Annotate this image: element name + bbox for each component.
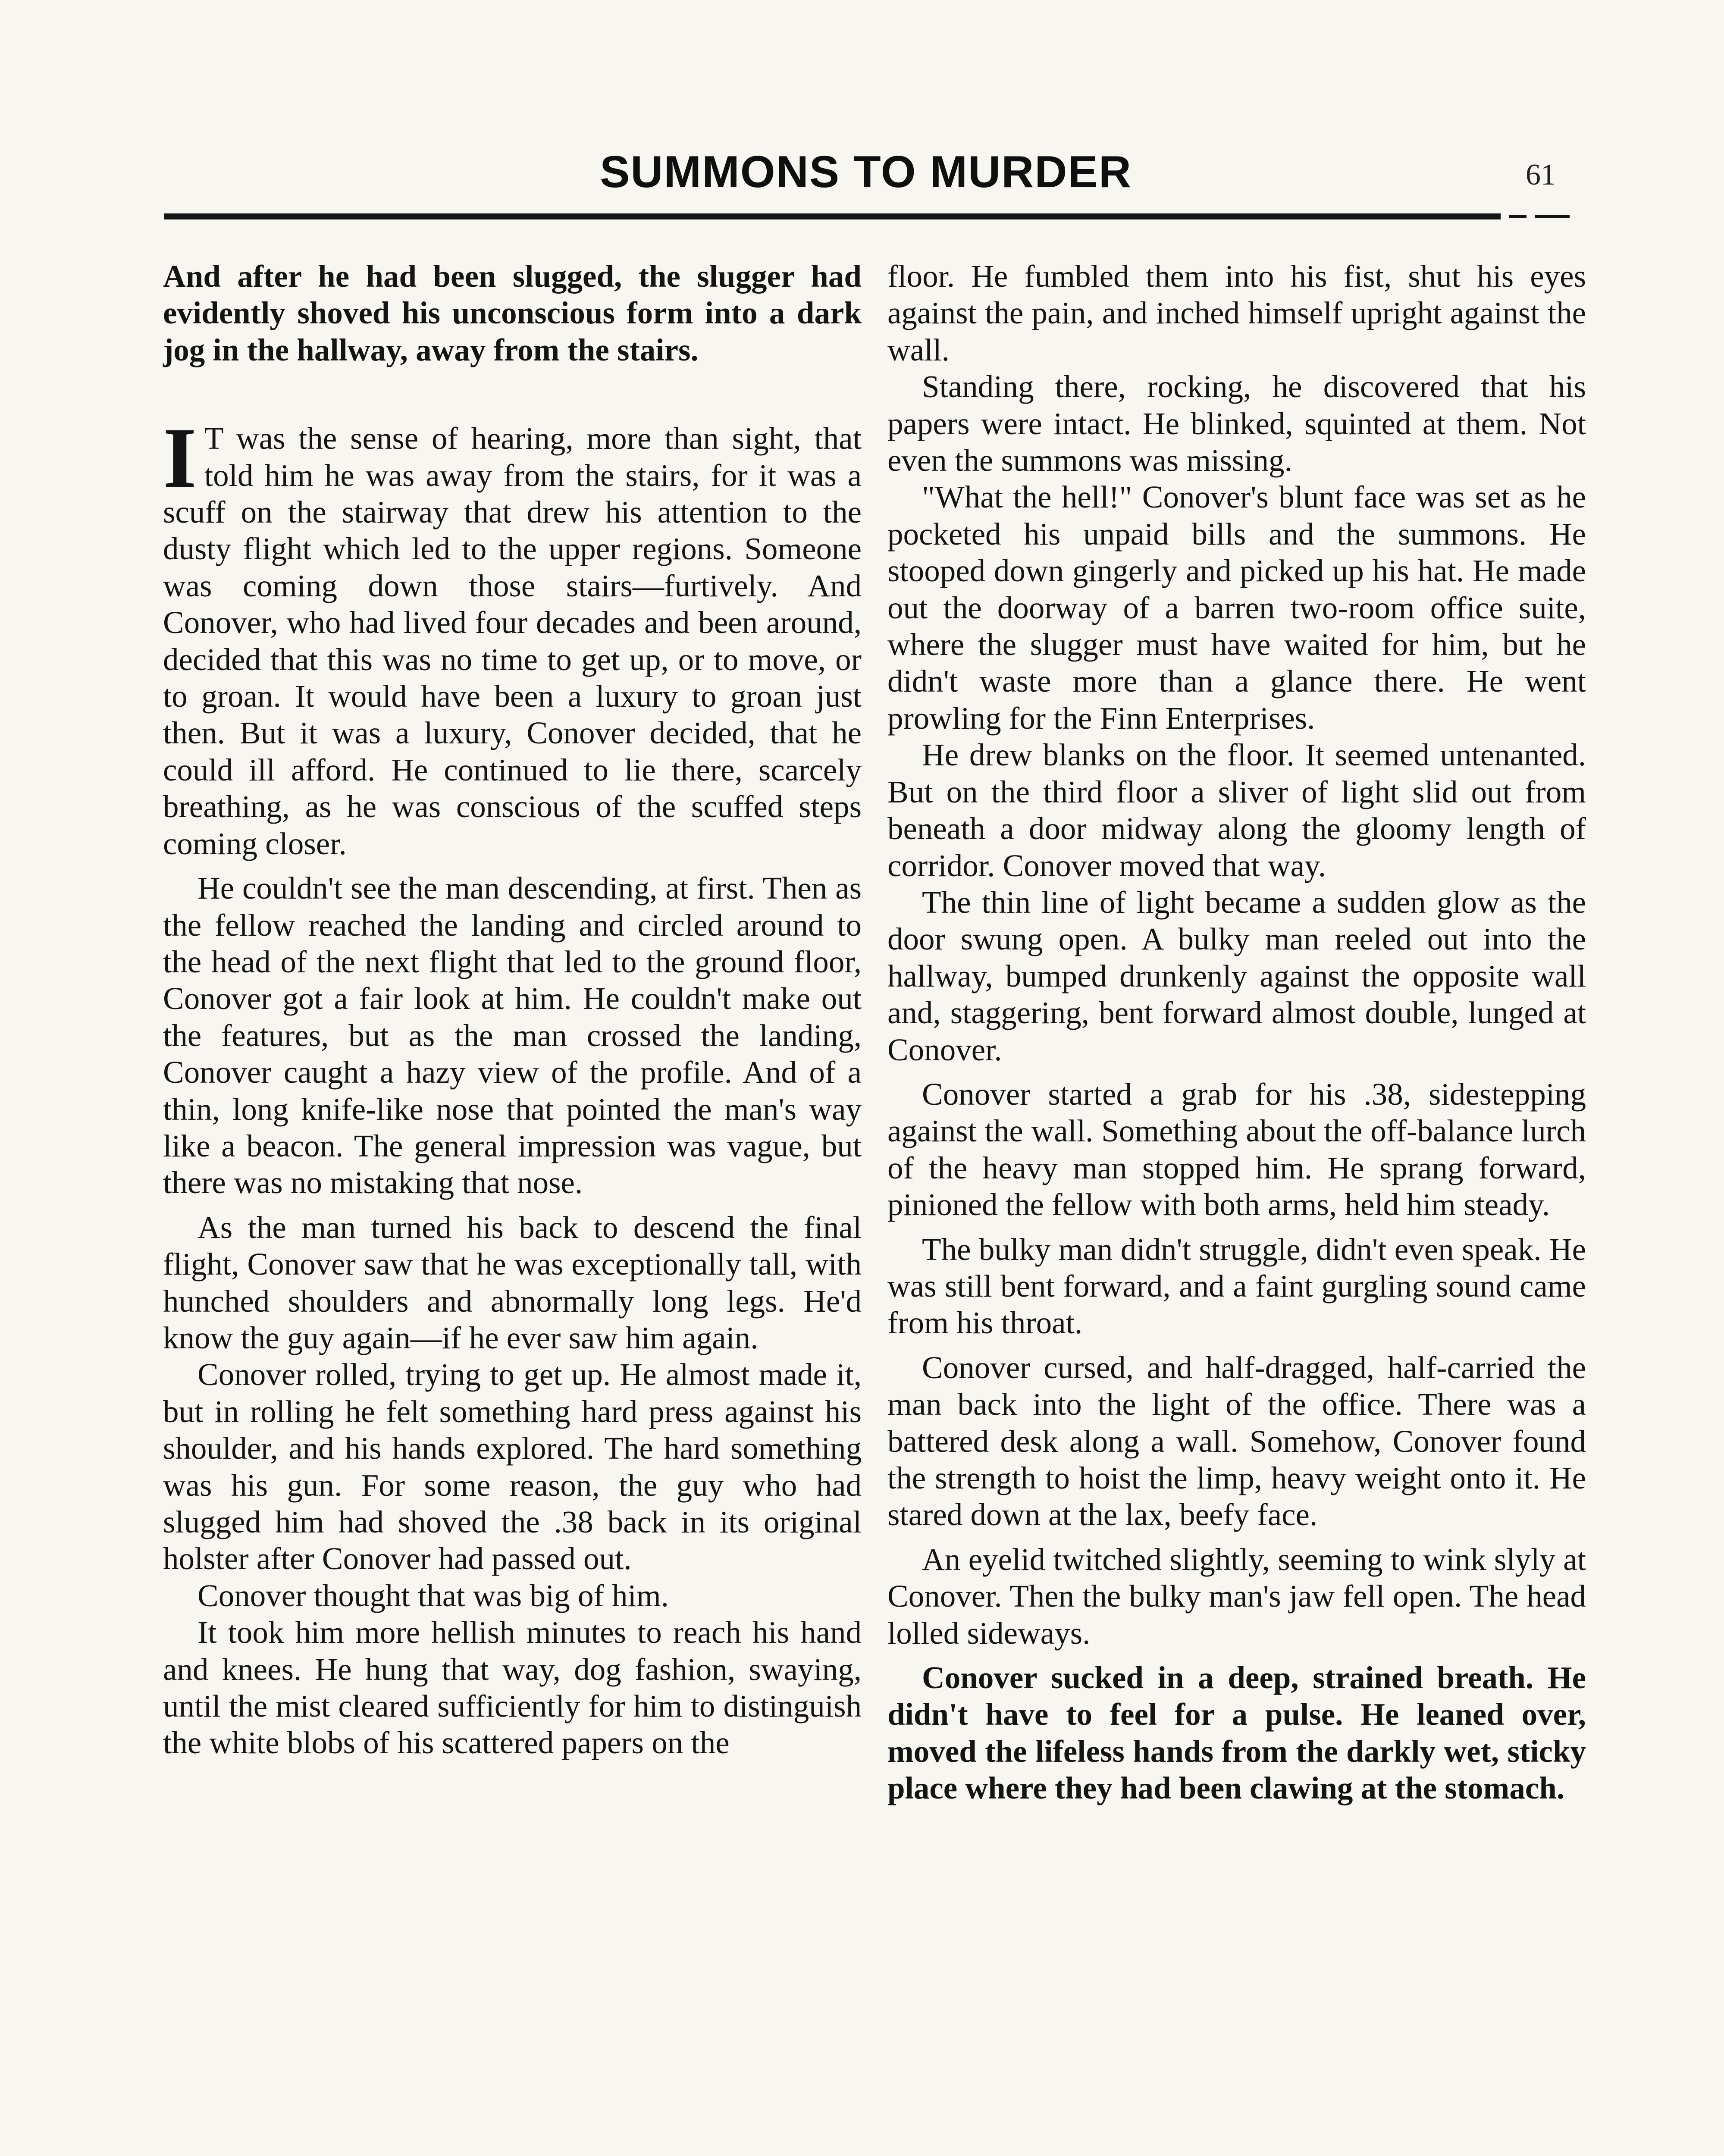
paragraph: Conover thought that was big of him. bbox=[197, 1578, 669, 1613]
paragraph: The bulky man didn't struggle, didn't even speak. He was still bent forward, and a faint gurgling sound came from his throat. bbox=[887, 1232, 1586, 1341]
paragraph: He couldn't see the man descending, at first. Then as the fellow reached the landing and circled around to the head of the next flight that led to the ground floor, Conover got a fair look at him. He couldn't make out the features, but as the man crossed the landing, Conover caught a hazy view of the profile. And of a thin, long knife-like nose that pointed the man's way like a beacon. The general impression was vague, but there was no mistaking that nose. bbox=[163, 871, 862, 1200]
paragraph: As the man turned his back to descend the final flight, Conover saw that he was exceptionally tall, with hunched shoulders and abnormally long legs. He'd know the guy again—if he ever saw him again. bbox=[163, 1210, 862, 1355]
right-column bbox=[887, 258, 1586, 1807]
header-rule-dash bbox=[1509, 215, 1527, 218]
paragraph: The thin line of light became a sudden glow as the door swung open. A bulky man reeled out into the hallway, bumped drunkenly against the opposite wall and, staggering, bent forward almost double, lunged at Conover. bbox=[887, 884, 1586, 1067]
paragraph: floor. He fumbled them into his fist, shut his eyes against the pain, and inched himself upright against the wall. bbox=[887, 259, 1586, 367]
running-header bbox=[163, 142, 1569, 211]
paragraph-text: T was the sense of hearing, more than sight, that told him he was away from the stairs, for it was a scuff on the stairway that drew his attention to the dusty flight which led to the upper regions. Someone was coming down those stairs—furtively. And Conover, who had lived four decades and been around, decided that this was no time to get up, or to move, or to groan. It would have been a luxury to groan just then. But it was a luxury, Conover decided, that he could ill afford. He continued to lie there, scarcely breathing, as he was conscious of the scuffed steps coming closer. bbox=[163, 421, 862, 861]
paragraph: It took him more hellish minutes to reach his hand and knees. He hung that way, dog fashion, swaying, until the mist cleared sufficiently for him to distinguish the white blobs of his scattered papers on the bbox=[163, 1615, 862, 1761]
page-number: 61 bbox=[1526, 158, 1556, 191]
paragraph: Conover rolled, trying to get up. He almost made it, but in rolling he felt something hard press against his shoulder, and his hands explored. The hard something was his gun. For some reason, the guy who had slugged him had shoved the .38 back in its original holster after Conover had passed out. bbox=[163, 1357, 862, 1576]
drop-cap: I bbox=[163, 411, 197, 506]
paragraph bbox=[163, 411, 862, 862]
paragraph: An eyelid twitched slightly, seeming to wink slyly at Conover. Then the bulky man's jaw fell open. The head lolled sideways. bbox=[887, 1542, 1586, 1651]
header-rule bbox=[164, 213, 1501, 219]
paragraph: Standing there, rocking, he discovered that his papers were intact. He blinked, squinted at them. Not even the summons was missing. bbox=[887, 369, 1586, 478]
paragraph: Conover sucked in a deep, strained breath. He didn't have to feel for a pulse. He leaned over, moved the lifeless hands from the darkly wet, sticky place where they had been clawing at the stomach. bbox=[887, 1660, 1586, 1806]
paragraph: And after he had been slugged, the slugger had evidently shoved his unconscious form into a dark jog in the hallway, away from the stairs. bbox=[163, 259, 862, 367]
paragraph: He drew blanks on the floor. It seemed untenanted. But on the third floor a sliver of light slid out from beneath a door midway along the gloomy length of corridor. Conover moved that way. bbox=[887, 737, 1586, 883]
page-title: SUMMONS TO MURDER bbox=[600, 147, 1132, 197]
left-column bbox=[163, 258, 862, 1761]
paragraph: Conover started a grab for his .38, sidestepping against the wall. Something about the off-balance lurch of the heavy man stopped him. He sprang forward, pinioned the fellow with both arms, held him steady. bbox=[887, 1076, 1586, 1222]
paragraph: Conover cursed, and half-dragged, half-carried the man back into the light of the office. There was a battered desk along a wall. Somehow, Conover found the strength to hoist the limp, heavy weight onto it. He stared down at the lax, beefy face. bbox=[887, 1350, 1586, 1532]
header-rule-dash bbox=[1535, 215, 1570, 218]
paragraph: "What the hell!" Conover's blunt face was set as he pocketed his unpaid bills and the summons. He stooped down gingerly and picked up his hat. He made out the doorway of a barren two-room office suite, where the slugger must have waited for him, but he didn't waste more than a glance there. He went prowling for the Finn Enterprises. bbox=[887, 479, 1586, 736]
